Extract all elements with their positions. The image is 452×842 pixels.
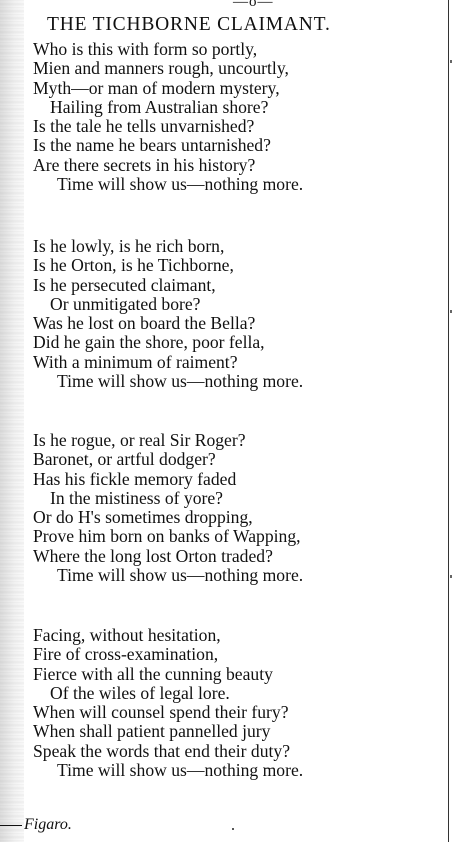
verse-line: Fierce with all the cunning beauty: [33, 663, 273, 684]
poem-title: THE TICHBORNE CLAIMANT.: [47, 14, 331, 35]
verse-line: Facing, without hesitation,: [33, 625, 221, 645]
refrain-line: Time will show us—nothing more.: [57, 565, 304, 586]
stanza-1: [33, 40, 303, 194]
signature-dash: [0, 825, 22, 826]
refrain-line: Time will show us—nothing more.: [57, 371, 304, 392]
verse-line: Has his fickle memory faded: [33, 468, 237, 489]
verse-line: Baronet, or artful dodger?: [33, 449, 216, 470]
verse-line: Is he Orton, is he Tichborne,: [33, 255, 234, 276]
stanza-2: [33, 237, 303, 391]
verse-line: Is the tale he tells unvarnished?: [33, 116, 255, 137]
verse-line: Was he lost on board the Bella?: [33, 313, 256, 334]
verse-line: Myth—or man of modern mystery,: [33, 77, 280, 98]
author-signature: [0, 816, 72, 834]
verse-line: Or do H's sometimes dropping,: [33, 507, 253, 528]
verse-line: Mien and manners rough, uncourtly,: [33, 58, 289, 79]
verse-line: Where the long lost Orton traded?: [33, 545, 273, 566]
verse-line: In the mistiness of yore?: [50, 487, 223, 508]
verse-line: Who is this with form so portly,: [33, 39, 258, 59]
verse-line: Are there secrets in his history?: [33, 154, 256, 175]
signature-text: Figaro.: [24, 816, 72, 833]
verse-line: Is he persecuted claimant,: [33, 274, 216, 295]
verse-line: Prove him born on banks of Wapping,: [33, 526, 301, 547]
verse-line: When will counsel spend their fury?: [33, 702, 289, 723]
verse-line: Is the name he bears untarnished?: [33, 135, 271, 156]
verse-line: With a minimum of raiment?: [33, 351, 238, 372]
verse-line: Is he lowly, is he rich born,: [33, 236, 225, 256]
verse-line: Speak the words that end their duty?: [33, 740, 290, 761]
verse-line: Of the wiles of legal lore.: [50, 682, 230, 703]
verse-line: Did he gain the shore, poor fella,: [33, 332, 265, 353]
stanza-4: [33, 626, 303, 780]
stanza-3: [33, 431, 303, 585]
refrain-line: Time will show us—nothing more.: [57, 760, 304, 781]
column-rule: [448, 0, 449, 842]
verse-line: Is he rogue, or real Sir Roger?: [33, 430, 246, 450]
page-gutter-edge: [0, 0, 24, 842]
verse-line: When shall patient pannelled jury: [33, 721, 271, 742]
section-ornament: —o—: [233, 0, 274, 10]
refrain-line: Time will show us—nothing more.: [57, 174, 304, 195]
verse-line: Hailing from Australian shore?: [50, 96, 269, 117]
verse-line: Or unmitigated bore?: [50, 293, 201, 314]
print-speck: [232, 828, 234, 830]
verse-line: Fire of cross-examination,: [33, 644, 219, 665]
